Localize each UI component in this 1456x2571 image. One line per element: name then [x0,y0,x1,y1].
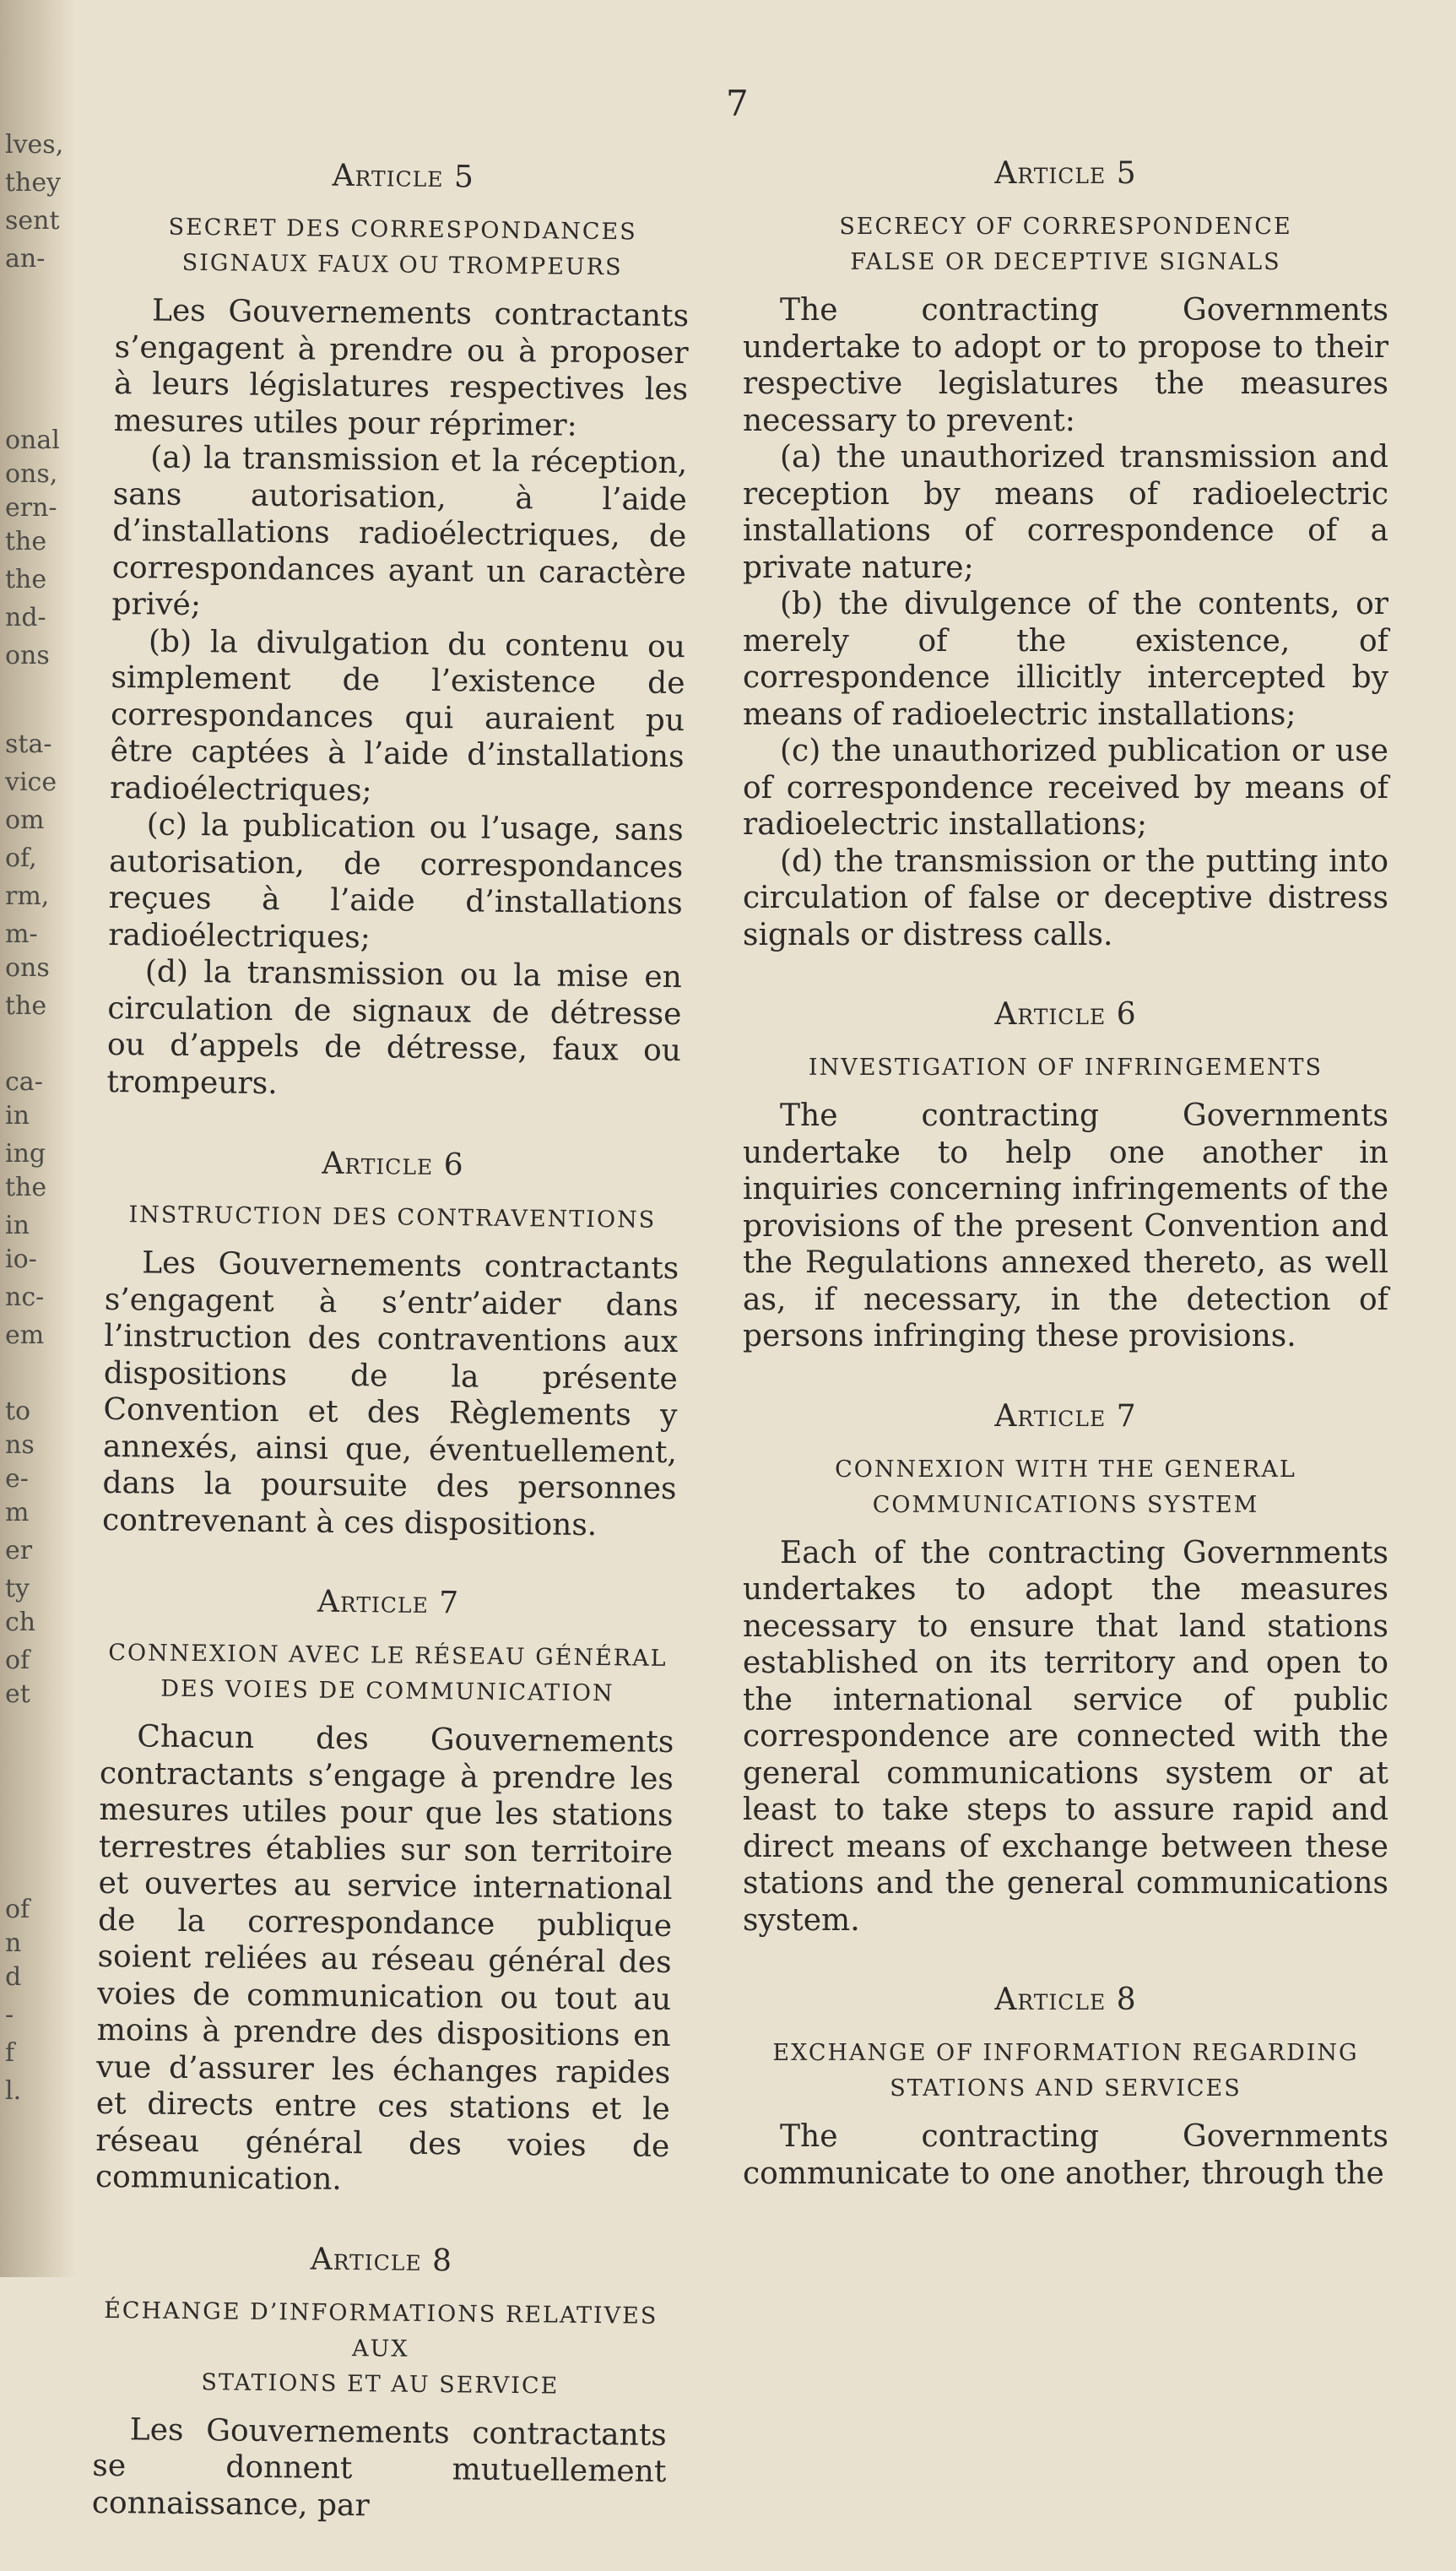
margin-fragment: et [5,1679,30,1709]
paragraph: (d) the transmission or the putting into circulation of false or deceptive distress signals or distress calls. [743,843,1388,952]
subtitle-line: FALSE OR DECEPTIVE SIGNALS [850,249,1281,275]
paragraph: Les Gouvernements contractants s’engagent à s’entr’aider dans l’instruction des contraventions aux dispositions de la présente Convention et des Règlements y annexés, ainsi que, éventuellement, dans la poursuite des personnes contrevenant à ces dispositions. [101,1245,679,1543]
paragraph: (c) the unauthorized publication or use of correspondence received by means of radioelectric installations; [743,734,1388,842]
margin-fragment: the [5,527,47,556]
margin-fragment: n [5,1928,22,1958]
subtitle-line: STATIONS AND SERVICES [890,2075,1242,2102]
margin-fragment: the [5,565,47,594]
paragraph: The contracting Governments communicate to one another, through the [743,2119,1388,2191]
subtitle-line: CONNEXION WITH THE GENERAL [835,1456,1296,1483]
article-subtitle [106,1197,679,1239]
margin-fragment: the [5,1173,47,1202]
margin-fragment: em [5,1321,45,1350]
page-number: 7 [726,83,749,124]
margin-fragment: an- [5,244,46,274]
subtitle-line: DES VOIES DE COMMUNICATION [160,1675,614,1707]
article-body [743,1535,1388,1939]
paragraph: (c) la publication ou l’usage, sans autorisation, de correspondances reçues à l’aide d’installations radioélectriques; [108,807,684,955]
margin-fragment: of [5,1646,30,1675]
paragraph: The contracting Governments undertake to adopt or to propose to their respective legislatures the measures necessary to prevent: [743,293,1388,438]
margin-fragment: ca- [5,1067,43,1097]
margin-fragment: ns [5,1430,35,1460]
margin-fragment: - [5,2000,14,2030]
paragraph: Each of the contracting Governments undertakes to adopt the measures necessary to ensure that land stations established on its territory and open to the international service of public correspondence are connected with the general communications system or at least to take steps to assure rapid and direct means of exchange between these stations and the general communications system. [743,1535,1388,1938]
article-subtitle [93,2292,668,2405]
margin-fragment: of [5,1895,30,1924]
english-article-1 [743,156,1388,953]
article-title: Article 7 [317,1584,460,1621]
subtitle-line: SIGNAUX FAUX OU TROMPEURS [181,249,623,281]
subtitle-line: SECRET DES CORRESPONDANCES [168,214,637,246]
article-subtitle [743,209,1388,280]
paragraph: (a) the unauthorized transmission and reception by means of radioelectric installations of correspondence of a private nature; [743,440,1388,585]
margin-fragment: er [5,1536,33,1565]
article-body [743,2118,1388,2192]
french-column [91,156,690,2571]
english-column [743,156,1388,2236]
margin-fragment: nd- [5,603,46,632]
article-body [743,292,1388,953]
paragraph: The contracting Governments undertake to help one another in inquiries concerning infringements of the provisions of the present Convention and the Regulations annexed thereto, as well as, if necessary, in the detection of persons infringing these provisions. [743,1098,1388,1353]
margin-fragment: f [5,2038,15,2068]
margin-fragment: in [5,1211,30,1240]
english-article-4 [743,1982,1388,2192]
subtitle-line: STATIONS ET AU SERVICE [201,2368,560,2400]
article-title: Article 8 [310,2242,453,2278]
paragraph: Chacun des Gouvernements contractants s’engage à prendre les mesures utiles pour que les stations terrestres établies sur son territoire et ouvertes au service international de la correspondance publique soient reliées au réseau général des voies de communication ou tout au moins à prendre des dispositions en vue d’assurer les échanges rapides et directs entre ces stations et le réseau général des voies de communication. [95,1719,674,2197]
margin-fragment: ons [5,641,50,670]
paragraph: Les Gouvernements contractants s’engagent à prendre ou à proposer à leurs législatures respectives les mesures utiles pour réprimer: [113,293,690,443]
margin-fragment: e- [5,1464,29,1494]
article-body [106,292,689,1106]
margin-fragment: nc- [5,1283,45,1312]
french-article-3 [95,1582,676,2202]
margin-fragment: om [5,805,45,835]
article-subtitle [115,209,690,286]
article-title: Article 8 [994,1982,1137,2017]
margin-fragment: lves, [5,130,64,160]
article-subtitle [100,1635,675,1712]
article-body [743,1098,1388,1355]
margin-fragment: l. [5,2076,22,2106]
subtitle-line: CONNEXION AVEC LE RÉSEAU GÉNÉRAL [108,1639,668,1672]
margin-fragment: in [5,1101,30,1131]
subtitle-line: INSTRUCTION DES CONTRAVENTIONS [128,1201,657,1234]
article-title: Article 6 [994,997,1137,1032]
margin-fragment: rm, [5,881,50,911]
margin-fragment: onal [5,426,60,455]
subtitle-line: EXCHANGE OF INFORMATION REGARDING [772,2040,1359,2066]
subtitle-line: INVESTIGATION OF INFRINGEMENTS [808,1055,1323,1081]
margin-fragment: ern- [5,493,57,523]
article-title: Article 6 [322,1146,464,1183]
english-article-3 [743,1399,1388,1939]
margin-fragment: m- [5,919,38,949]
margin-fragment: m [5,1498,30,1527]
article-subtitle [743,2036,1388,2107]
french-article-1 [106,156,690,1106]
margin-fragment: ch [5,1608,36,1637]
margin-fragment: they [5,168,62,198]
paragraph: (b) la divulgation du contenu ou simplement de l’existence de correspondances qui auraient pu être captées à l’aide d’installations radioélectriques; [109,623,686,808]
subtitle-line: COMMUNICATIONS SYSTEM [872,1491,1259,1518]
french-article-4 [92,2239,668,2527]
margin-fragment: sent [5,206,60,236]
margin-fragment: to [5,1397,31,1426]
paragraph: Les Gouvernements contractants se donnent mutuellement connaissance, par [91,2411,667,2523]
english-article-2 [743,997,1388,1355]
subtitle-line: ÉCHANGE D’INFORMATIONS RELATIVES AUX [104,2297,658,2362]
french-article-2 [102,1144,680,1544]
article-body [102,1245,679,1544]
paragraph: (a) la transmission et la réception, sans autorisation, à l’aide d’installations radioélectriques, de correspondances ayant un caractère privé; [111,440,688,623]
margin-fragment: ons, [5,459,58,489]
article-body [92,2411,667,2527]
article-title: Article 5 [994,156,1137,191]
article-title: Article 7 [994,1398,1137,1434]
article-subtitle [743,1452,1388,1523]
margin-fragment: d [5,1962,22,1992]
article-body [95,1718,674,2202]
article-title: Article 5 [332,158,475,195]
margin-fragment: of, [5,843,37,873]
margin-fragment: ons [5,953,50,983]
subtitle-line: SECRECY OF CORRESPONDENCE [839,214,1292,240]
margin-fragment: vice [5,768,57,797]
margin-fragment: the [5,991,47,1021]
article-subtitle [743,1050,1388,1086]
margin-fragment: sta- [5,730,52,759]
facing-page-margin-text [0,0,64,2277]
margin-fragment: ing [5,1139,46,1169]
margin-fragment: io- [5,1245,37,1274]
paragraph: (b) the divulgence of the contents, or merely of the existence, of correspondence illicitly intercepted by means of radioelectric installations; [743,587,1388,732]
paragraph: (d) la transmission ou la mise en circulation de signaux de détresse ou d’appels de détresse, faux ou trompeurs. [106,954,683,1101]
margin-fragment: ty [5,1574,30,1603]
